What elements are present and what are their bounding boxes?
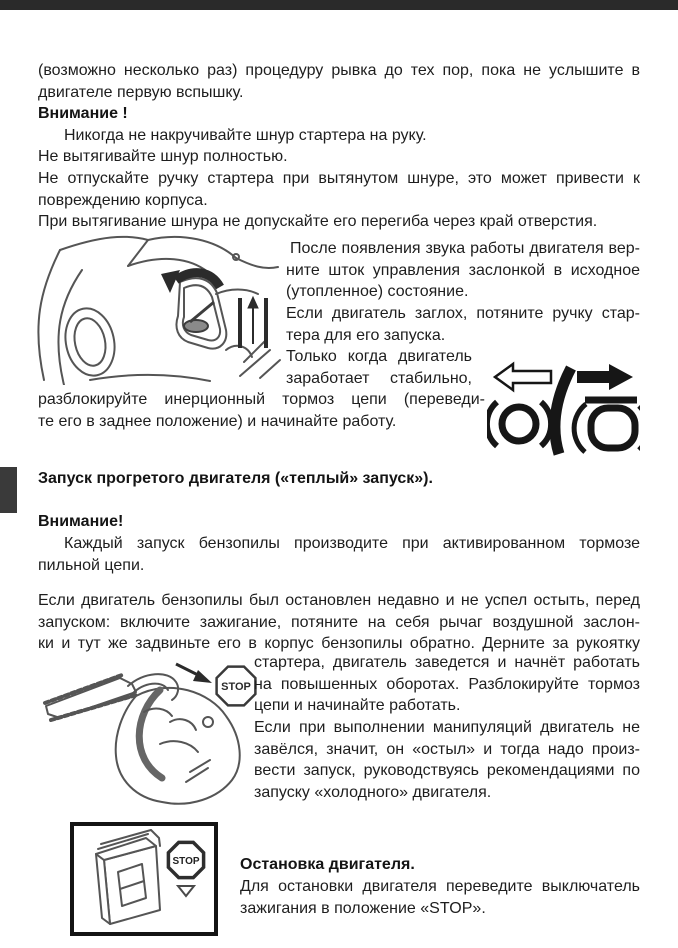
text-line: Никогда не накручивайте шнур стартера на руку. (64, 127, 427, 144)
choke-lever-illustration (30, 230, 284, 385)
text-line: стартера, двигатель заведется и начнёт работать (254, 654, 640, 671)
text-line: Если при выполнении манипуляций двигатель не (254, 719, 640, 736)
warm-start-heading (38, 468, 640, 490)
text-line: Не отпускайте ручку стартера при вытянутом шнуре, это может привести к (38, 170, 640, 187)
text-line: зажигания в положение «STOP». (240, 899, 486, 917)
text-line: Если двигатель бензопилы был остановлен недавно и не успел остыть, перед (38, 592, 640, 609)
text-line: Каждый запуск бензопилы производите при активированном тормозе (64, 535, 640, 552)
text-line: Запуск прогретого двигателя («теплый» запуск»). (38, 470, 433, 487)
stop-direction-arrow-icon (176, 664, 212, 683)
paragraph-warm-1 (38, 533, 640, 576)
text-line: Внимание ! (38, 105, 128, 122)
arrow-right-solid-icon (577, 364, 633, 390)
text-line: пильной цепи. (38, 556, 145, 574)
paragraph-restart-1 (286, 238, 640, 303)
text-line: После появления звука работы двигателя вер- (290, 240, 640, 257)
section-tab-marker (0, 467, 17, 513)
page-top-bar (0, 0, 678, 10)
chainsaw-stop-figure (40, 652, 258, 814)
text-line: на повышенных оборотах. Разблокируйте тормоз (254, 675, 640, 693)
paragraph-intro-4 (38, 168, 640, 211)
paragraph-intro-2 (38, 125, 640, 147)
attention-heading-1 (38, 103, 640, 125)
chain-brake-figure (487, 360, 640, 458)
chainsaw-illustration (40, 652, 258, 814)
text-line: ните шток управления заслонкой в исходное (286, 261, 640, 279)
text-line: Для остановки двигателя переведите выключатель (240, 878, 640, 895)
text-line: (утопленное) состояние. (286, 283, 469, 301)
paragraph-intro-1 (38, 60, 640, 103)
paragraph-warm-3 (254, 652, 640, 717)
choke-position-marks (240, 297, 266, 348)
arrow-left-outline-icon (495, 364, 551, 390)
text-line: запуску «холодного» двигателя. (254, 783, 492, 801)
text-line: (возможно несколько раз) процедуру рывка до тех пор, пока не услышите в (38, 62, 640, 79)
paragraph-restart-2 (286, 303, 640, 346)
choke-arrow-icon (161, 270, 220, 293)
stop-octagon-small-icon (168, 842, 203, 896)
paragraph-intro-3 (38, 146, 640, 168)
ignition-switch-figure (70, 822, 218, 936)
text-line: тера для его запуска. (286, 326, 446, 344)
text-line: При вытягивание шнура не допускайте его перегиба через край отверстия. (38, 213, 598, 230)
paragraph-restart-4 (38, 389, 485, 432)
attention-heading-2 (38, 511, 640, 533)
text-line: запуском: включите зажигание, потяните на себя рычаг воздушной заслон- (38, 613, 640, 631)
stop-engine-heading (240, 854, 640, 876)
text-line: завёлся, значит, он «остыл» и тогда надо произ- (254, 740, 640, 758)
text-line: Не вытягивайте шнур полностью. (38, 148, 288, 165)
down-arrow-icon (178, 886, 194, 896)
text-line: повреждению корпуса. (38, 191, 208, 209)
text-line: вести запуск, руководствуясь рекомендациями по (254, 762, 640, 780)
text-line: цепи и начинайте работать. (254, 697, 461, 715)
text-line: двигателе первую вспышку. (38, 83, 244, 101)
paragraph-warm-2 (38, 590, 640, 655)
paragraph-stop-1 (240, 876, 640, 919)
text-line: разблокируйте инерционный тормоз цепи (переведи- (38, 391, 485, 408)
text-line: Только когда двигатель (286, 348, 472, 365)
choke-knob (184, 302, 214, 332)
text-line: Внимание! (38, 513, 124, 530)
text-line: ки и тут же задвиньте его в корпус бензопилы обратно. Дерните за рукоятку (38, 635, 640, 653)
stop-octagon-icon (217, 667, 256, 706)
choke-lever-figure (30, 230, 284, 385)
chain-brake-icon (487, 360, 640, 458)
paragraph-warm-4 (254, 717, 640, 803)
text-line: Остановка двигателя. (240, 856, 415, 873)
text-line: те его в заднее положение) и начинайте работу. (38, 412, 397, 430)
text-line: заработает стабильно, (286, 369, 472, 387)
paragraph-restart-3 (286, 346, 472, 389)
text-line: Если двигатель заглох, потяните ручку стар- (286, 305, 640, 322)
ignition-switch-illustration (74, 826, 214, 932)
stop-octagon-small-label: STOP (172, 856, 200, 867)
stop-octagon-label: STOP (221, 681, 251, 693)
